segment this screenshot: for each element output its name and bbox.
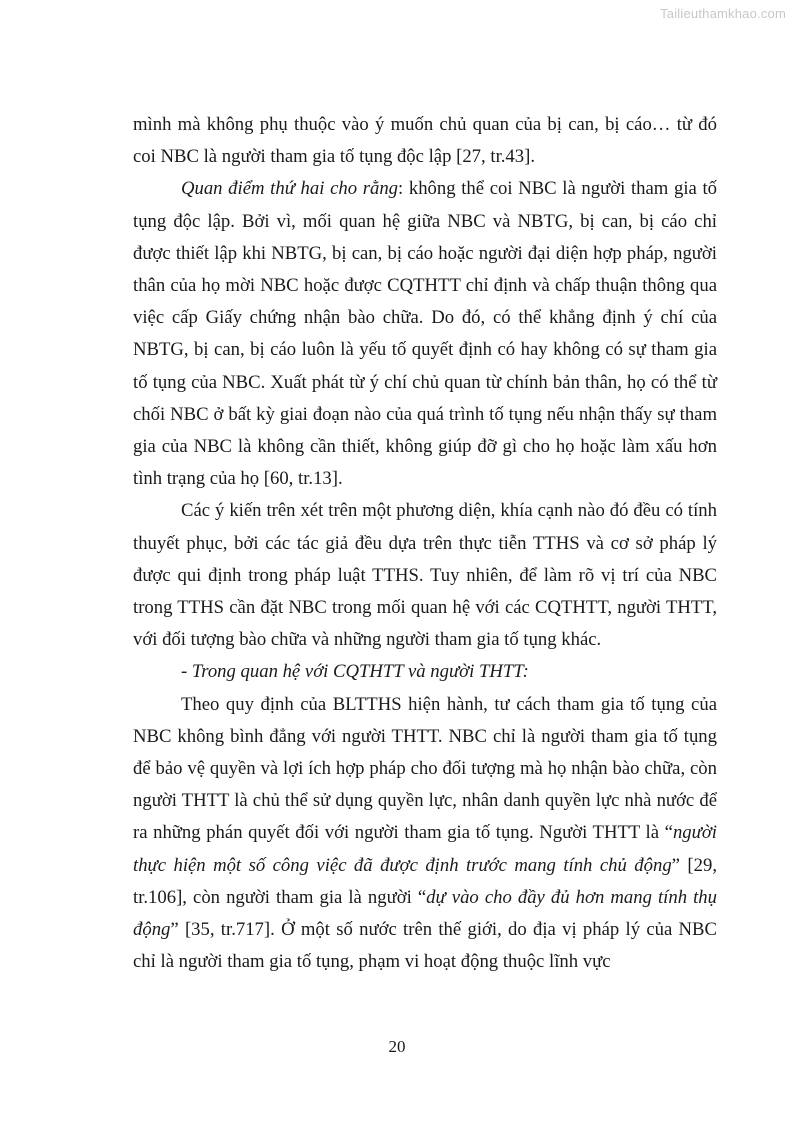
paragraph-5-part-c: ” [35, tr.717]. Ở một số nước trên thế giới, do địa vị pháp lý của NBC chỉ là người tham gia tố tụng, phạm vi hoạt động thuộc lĩnh vực bbox=[133, 919, 717, 973]
paragraph-1: mình mà không phụ thuộc vào ý muốn chủ quan của bị can, bị cáo… từ đó coi NBC là người tham gia tố tụng độc lập [27, tr.43]. bbox=[133, 114, 717, 168]
paragraph-5 bbox=[133, 689, 717, 979]
paragraph-5-quote-1: người thực hiện một số công việc đã được định trước mang tính chủ động bbox=[133, 822, 717, 876]
paragraph-2-text: : không thể coi NBC là người tham gia tố tụng độc lập. Bởi vì, mối quan hệ giữa NBC và NBTG, bị can, bị cáo chỉ được thiết lập khi NBTG, bị can, bị cáo hoặc người đại diện hợp pháp, người thân của họ mời NBC hoặc được CQTHTT chỉ định và chấp thuận thông qua việc cấp Giấy chứng nhận bào chữa. Do đó, có thể khẳng định ý chí của NBTG, bị can, bị cáo luôn là yếu tố quyết định có hay không có sự tham gia tố tụng của NBC. Xuất phát từ ý chí chủ quan từ chính bản thân, họ có thể từ chối NBC ở bất kỳ giai đoạn nào của quá trình tố tụng nếu nhận thấy sự tham gia của NBC là không cần thiết, không giúp đỡ gì cho họ hoặc làm xấu hơn tình trạng của họ [60, tr.13]. bbox=[133, 178, 717, 490]
document-body bbox=[133, 109, 717, 978]
paragraph-5-quote-2: dự vào cho đầy đủ hơn mang tính thụ động bbox=[133, 886, 717, 941]
watermark: Tailieuthamkhao.com bbox=[660, 6, 786, 21]
paragraph-5-part-b: ” [29, tr.106], còn người tham gia là người “ bbox=[133, 854, 717, 908]
paragraph-3: Các ý kiến trên xét trên một phương diện, khía cạnh nào đó đều có tính thuyết phục, bởi các tác giả đều dựa trên thực tiễn TTHS và cơ sở pháp lý được qui định trong pháp luật TTHS. Tuy nhiên, để làm rõ vị trí của NBC trong TTHS cần đặt NBC trong mối quan hệ với các CQTHTT, người THTT, với đối tượng bào chữa và những người tham gia tố tụng khác. bbox=[133, 500, 717, 651]
section-heading bbox=[133, 656, 717, 688]
section-heading-text: - Trong quan hệ với CQTHTT và người THTT: bbox=[181, 661, 529, 683]
paragraph-5-part-a: Theo quy định của BLTTHS hiện hành, tư cách tham gia tố tụng của NBC không bình đẳng với người THTT. NBC chỉ là người tham gia tố tụng để bảo vệ quyền và lợi ích hợp pháp cho đối tượng mà họ nhận bào chữa, còn người THTT là chủ thể sử dụng quyền lực, nhân danh quyền lực nhà nước để ra những phán quyết đối với người tham gia tố tụng. Người THTT là “ bbox=[133, 693, 717, 844]
page-number: 20 bbox=[388, 1037, 406, 1056]
paragraph-2-lead: Quan điểm thứ hai cho rằng bbox=[181, 178, 399, 200]
paragraph-2 bbox=[133, 173, 717, 495]
